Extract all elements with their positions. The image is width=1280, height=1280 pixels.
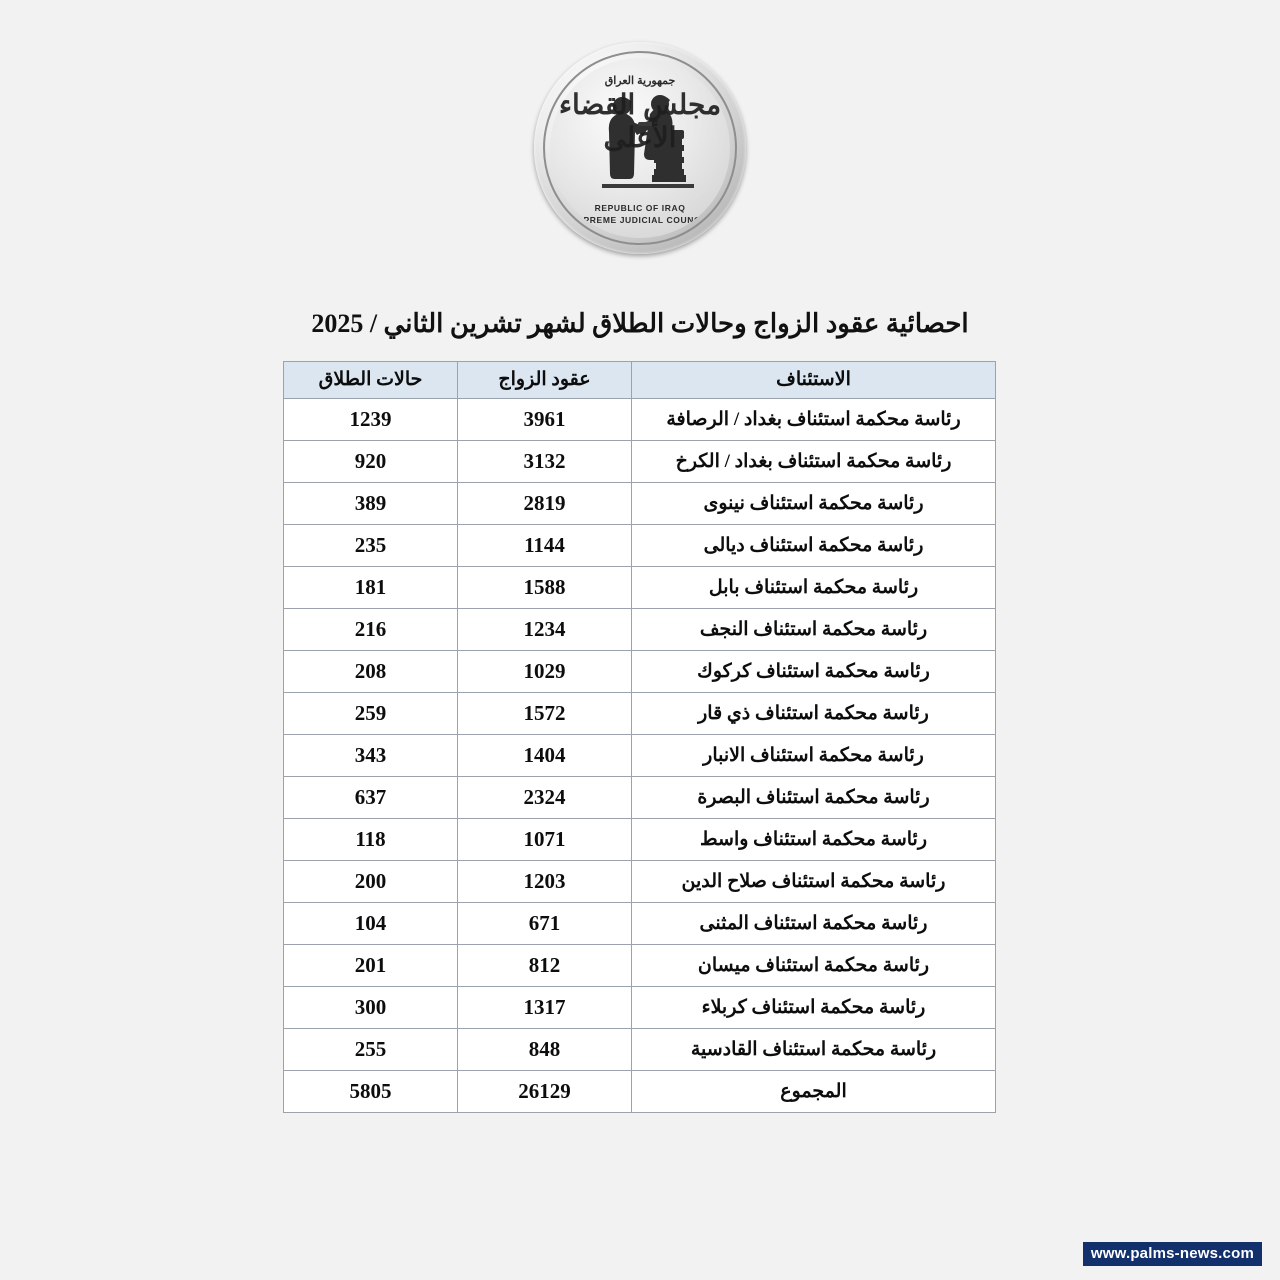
supreme-judicial-council-seal-icon <box>534 42 746 254</box>
table-row <box>284 735 996 777</box>
table-row <box>284 609 996 651</box>
cell-appeal-court-name: رئاسة محكمة استئناف بغداد / الكرخ <box>632 441 996 483</box>
cell-marriage-count: 812 <box>458 945 632 987</box>
cell-divorce-count: 255 <box>284 1029 458 1071</box>
cell-appeal-court-name: رئاسة محكمة استئناف بغداد / الرصافة <box>632 399 996 441</box>
statistics-table-container <box>284 361 996 1113</box>
cell-marriage-count: 2819 <box>458 483 632 525</box>
cell-appeal-court-name: رئاسة محكمة استئناف البصرة <box>632 777 996 819</box>
cell-appeal-court-name: رئاسة محكمة استئناف القادسية <box>632 1029 996 1071</box>
cell-appeal-court-name: رئاسة محكمة استئناف كركوك <box>632 651 996 693</box>
cell-appeal-court-name: رئاسة محكمة استئناف ذي قار <box>632 693 996 735</box>
cell-divorce-count: 343 <box>284 735 458 777</box>
table-header <box>284 362 996 399</box>
table-row <box>284 567 996 609</box>
column-header-appeal: الاستئناف <box>632 362 996 399</box>
cell-divorce-count: 104 <box>284 903 458 945</box>
cell-appeal-court-name: رئاسة محكمة استئناف صلاح الدين <box>632 861 996 903</box>
table-row <box>284 777 996 819</box>
cell-divorce-count: 637 <box>284 777 458 819</box>
source-watermark: www.palms-news.com <box>1083 1242 1262 1266</box>
cell-marriage-count: 671 <box>458 903 632 945</box>
cell-marriage-count: 1071 <box>458 819 632 861</box>
cell-appeal-court-name: رئاسة محكمة استئناف ديالى <box>632 525 996 567</box>
statistics-table <box>283 361 996 1113</box>
cell-marriage-count: 1572 <box>458 693 632 735</box>
cell-marriage-count: 2324 <box>458 777 632 819</box>
cell-divorce-count: 235 <box>284 525 458 567</box>
table-row <box>284 525 996 567</box>
seal-inner <box>550 58 730 238</box>
seal-english-text <box>550 203 730 226</box>
cell-appeal-court-name: رئاسة محكمة استئناف كربلاء <box>632 987 996 1029</box>
cell-marriage-count: 1029 <box>458 651 632 693</box>
table-row <box>284 861 996 903</box>
cell-divorce-count: 201 <box>284 945 458 987</box>
column-header-marriage-contracts: عقود الزواج <box>458 362 632 399</box>
cell-divorce-count: 216 <box>284 609 458 651</box>
table-row <box>284 987 996 1029</box>
cell-divorce-count: 920 <box>284 441 458 483</box>
cell-divorce-count: 259 <box>284 693 458 735</box>
cell-appeal-court-name: رئاسة محكمة استئناف النجف <box>632 609 996 651</box>
cell-appeal-court-name: رئاسة محكمة استئناف المثنى <box>632 903 996 945</box>
seal-arabic-main-text: مجلس القضاء الأعلى <box>558 89 722 153</box>
table-body <box>284 399 996 1113</box>
table-total-row <box>284 1071 996 1113</box>
table-row <box>284 399 996 441</box>
cell-total-divorce-count: 5805 <box>284 1071 458 1113</box>
cell-marriage-count: 1317 <box>458 987 632 1029</box>
cell-marriage-count: 1203 <box>458 861 632 903</box>
cell-marriage-count: 1234 <box>458 609 632 651</box>
table-row <box>284 693 996 735</box>
cell-divorce-count: 181 <box>284 567 458 609</box>
seal-english-line-1: REPUBLIC OF IRAQ <box>594 203 686 214</box>
column-header-divorce-cases: حالات الطلاق <box>284 362 458 399</box>
hammurabi-stele-icon <box>550 58 730 238</box>
table-row <box>284 903 996 945</box>
table-row <box>284 945 996 987</box>
cell-marriage-count: 1144 <box>458 525 632 567</box>
cell-divorce-count: 300 <box>284 987 458 1029</box>
cell-marriage-count: 1404 <box>458 735 632 777</box>
table-row <box>284 483 996 525</box>
cell-appeal-court-name: رئاسة محكمة استئناف بابل <box>632 567 996 609</box>
table-row <box>284 1029 996 1071</box>
cell-divorce-count: 389 <box>284 483 458 525</box>
table-row <box>284 651 996 693</box>
table-row <box>284 819 996 861</box>
cell-divorce-count: 1239 <box>284 399 458 441</box>
cell-marriage-count: 848 <box>458 1029 632 1071</box>
seal-english-line-2: SUPREME JUDICIAL COUNCIL <box>570 214 710 225</box>
cell-marriage-count: 1588 <box>458 567 632 609</box>
table-row <box>284 441 996 483</box>
emblem-container <box>0 42 1280 254</box>
cell-total-marriage-count: 26129 <box>458 1071 632 1113</box>
cell-marriage-count: 3132 <box>458 441 632 483</box>
cell-appeal-court-name: رئاسة محكمة استئناف الانبار <box>632 735 996 777</box>
seal-arabic-top-text: جمهورية العراق <box>604 75 676 87</box>
cell-appeal-court-name: رئاسة محكمة استئناف ميسان <box>632 945 996 987</box>
page-title: احصائية عقود الزواج وحالات الطلاق لشهر تشرين الثاني / 2025 <box>311 309 969 338</box>
cell-marriage-count: 3961 <box>458 399 632 441</box>
cell-appeal-court-name: رئاسة محكمة استئناف واسط <box>632 819 996 861</box>
cell-total-label: المجموع <box>632 1071 996 1113</box>
table-header-row <box>284 362 996 399</box>
cell-divorce-count: 200 <box>284 861 458 903</box>
cell-divorce-count: 118 <box>284 819 458 861</box>
cell-divorce-count: 208 <box>284 651 458 693</box>
cell-appeal-court-name: رئاسة محكمة استئناف نينوى <box>632 483 996 525</box>
